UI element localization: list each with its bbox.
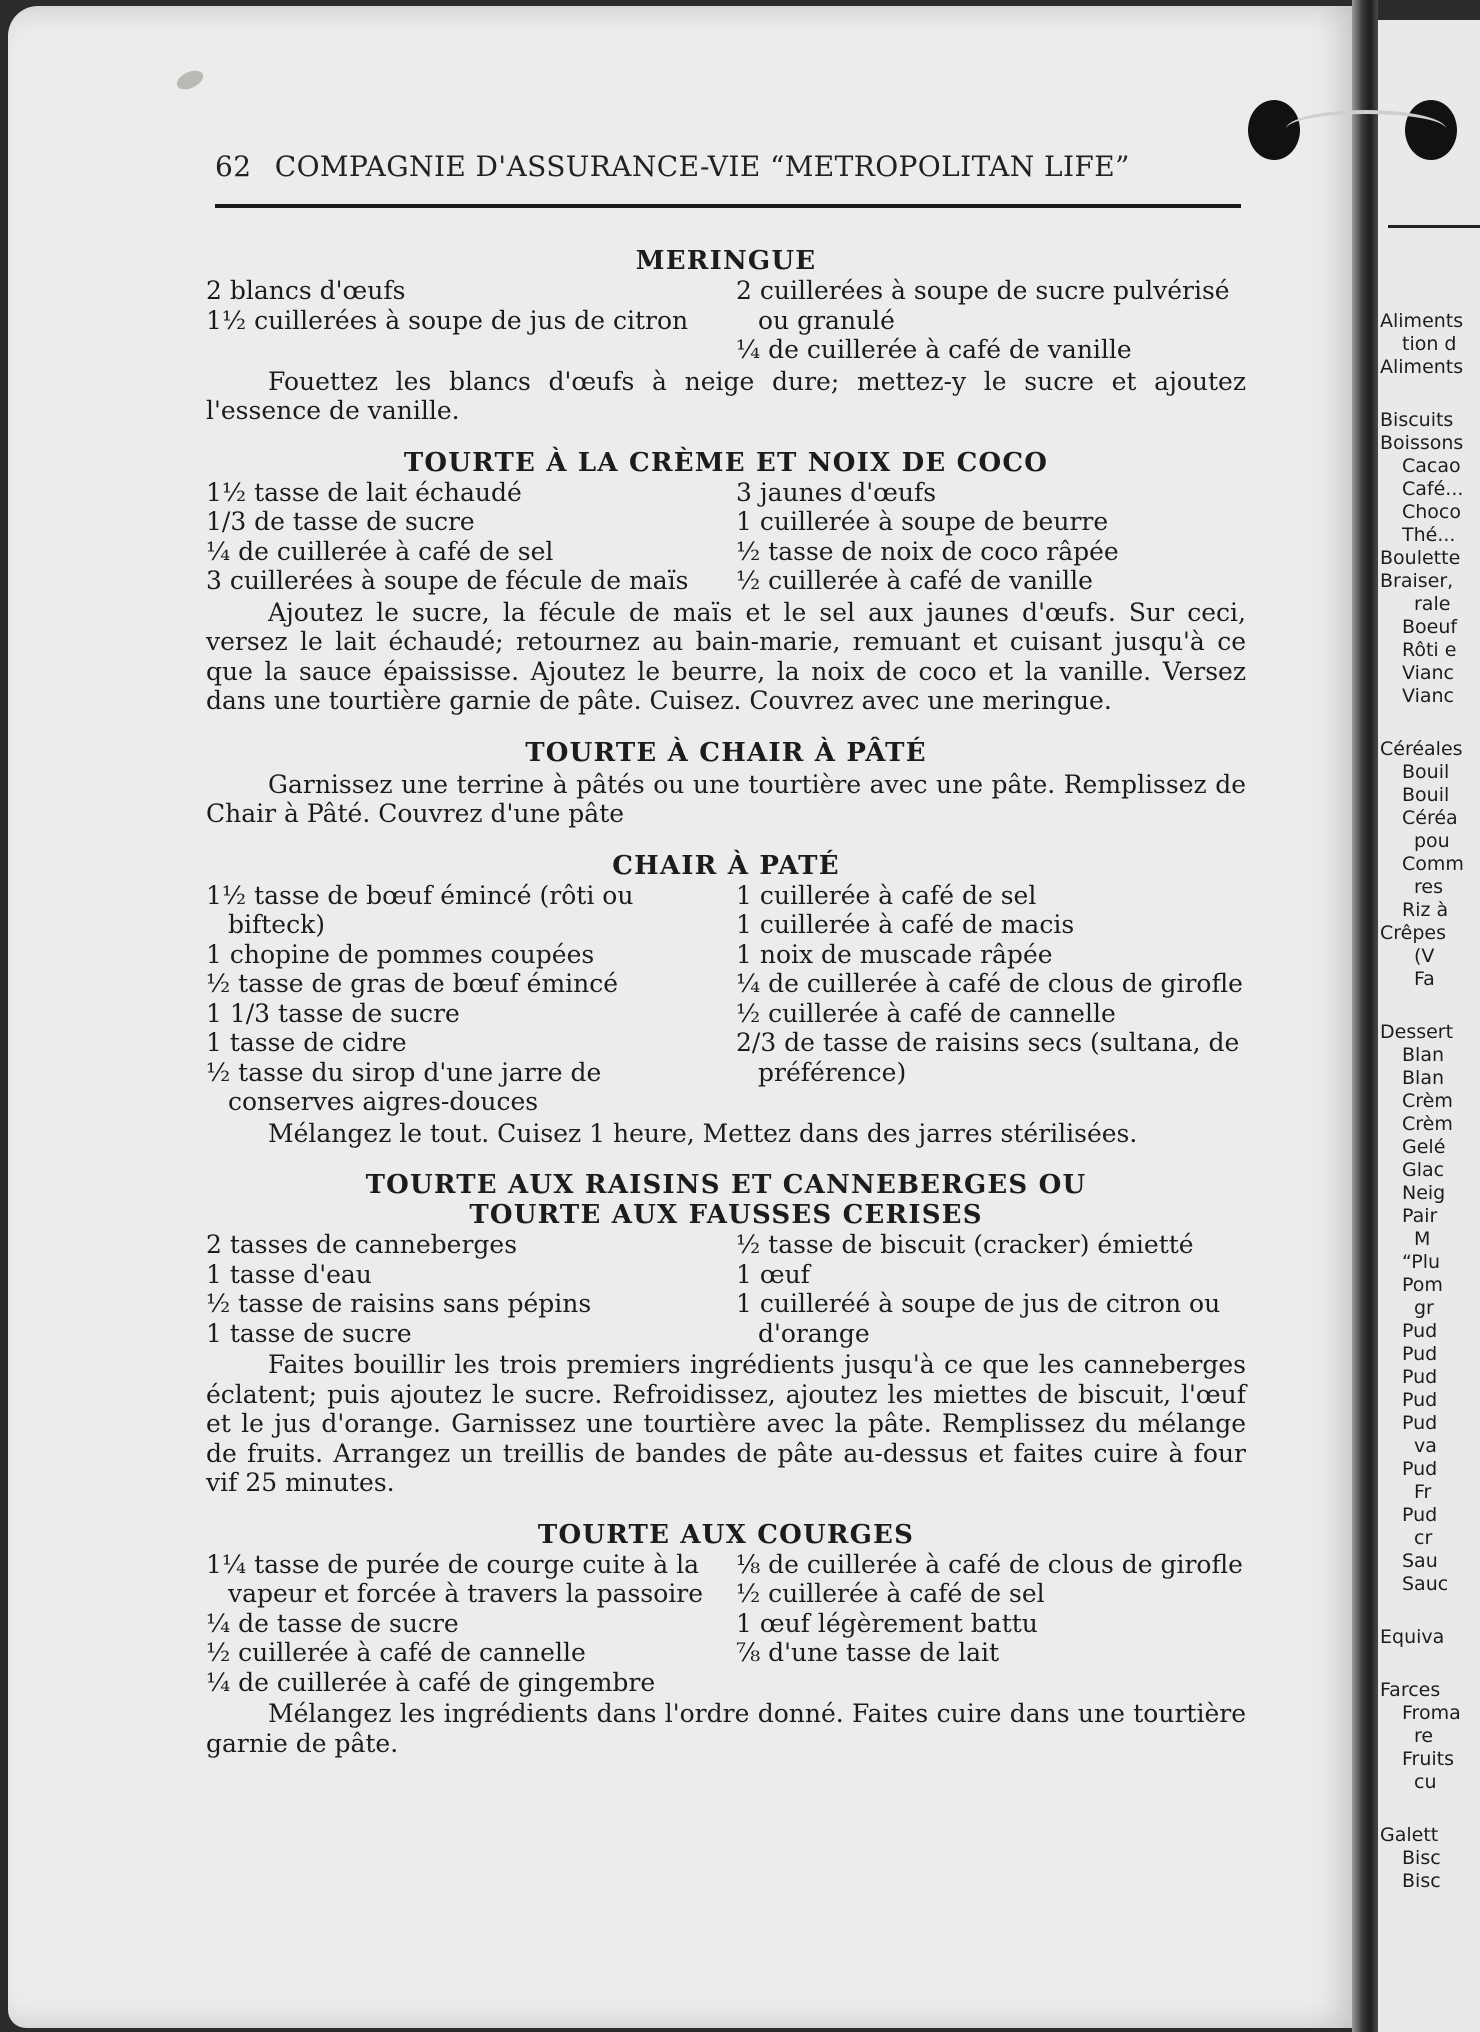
index-entry: Sau	[1402, 1550, 1438, 1572]
ingredient-item: 2 tasses de canneberges	[206, 1230, 518, 1259]
index-entry: Céréales	[1380, 738, 1463, 760]
ingredient-list	[206, 276, 1246, 365]
recipe-method: Faites bouillir les trois premiers ingrédients jusqu'à ce que les canneberges éclatent; puis ajoutez le sucre. Refroidissez, ajoutez les miettes de biscuit, l'œuf et le jus d'orange. Garnissez une tourtière avec la pâte. Remplissez du mélange de fruits. Arrangez un treillis de bandes de pâte au-dessus et faites cuire à four vif 25 minutes.	[206, 1350, 1246, 1497]
index-entry: Fr	[1414, 1481, 1432, 1503]
index-entry: Choco	[1402, 501, 1462, 523]
ingredient-item: 1 chopine de pommes coupées	[206, 939, 595, 969]
ingredients-right-column	[736, 1230, 1246, 1348]
ingredients-right-column	[736, 881, 1246, 1117]
ingredient-item: 1 cuillerée à café de sel	[736, 880, 1037, 910]
index-entry: “Plu	[1402, 1251, 1441, 1273]
index-entry: Fa	[1414, 968, 1435, 990]
ingredient-item: 3 cuillerées à soupe de fécule de maïs	[206, 566, 689, 595]
index-entry: Riz à	[1402, 899, 1449, 921]
index-entry: Pud	[1402, 1343, 1438, 1365]
index-entry: Glac	[1402, 1159, 1445, 1181]
index-entry: Pud	[1402, 1412, 1438, 1434]
ingredients-left-column	[206, 1230, 716, 1348]
ingredient-item: 2 blancs d'œufs	[206, 276, 406, 305]
ingredient-item: ½ tasse de gras de bœuf émincé	[206, 969, 619, 998]
index-entry: Thé...	[1402, 524, 1456, 546]
index-entry: Boulette	[1380, 547, 1461, 569]
ingredient-item: ½ tasse de noix de coco râpée	[736, 536, 1119, 566]
recipe-title: TOURTE AUX COURGES	[537, 1519, 915, 1550]
index-entry: M	[1414, 1228, 1431, 1250]
header-rule	[215, 204, 1241, 208]
ingredient-item: 1 noix de muscade râpée	[736, 939, 1053, 969]
recipe-title: TOURTE AUX RAISINS ET CANNEBERGES OU	[365, 1170, 1087, 1200]
ingredient-item: ¼ de cuillerée à café de gingembre	[206, 1667, 656, 1697]
ingredient-item: ¼ de cuillerée à café de sel	[206, 536, 554, 566]
recipe-title: TOURTE À CHAIR À PÂTÉ	[525, 737, 927, 768]
index-gap	[1380, 991, 1464, 1021]
recipe-title: TOURTE AUX FAUSSES CERISES	[469, 1200, 983, 1230]
index-entry: Fruits	[1402, 1748, 1455, 1770]
index-entry: Bisc	[1402, 1847, 1441, 1869]
index-entry: va	[1414, 1435, 1437, 1457]
index-entry: Bouil	[1402, 784, 1450, 806]
recipe-content	[206, 246, 1246, 1758]
index-entry: rale	[1414, 593, 1451, 615]
ingredient-item: 1 tasse de sucre	[206, 1318, 412, 1348]
index-entry: Pud	[1402, 1389, 1438, 1411]
ingredient-item: 1 œuf légèrement battu	[736, 1608, 1038, 1638]
ingredients-right-column	[736, 276, 1246, 365]
index-entry: Café...	[1402, 478, 1464, 500]
recipe-method: Mélangez les ingrédients dans l'ordre donné. Faites cuire dans une tourtière garnie de pâte.	[206, 1699, 1246, 1758]
recipe-method: Ajoutez le sucre, la fécule de maïs et le sel aux jaunes d'œufs. Sur ceci, versez le lait échaudé; retournez au bain-marie, remuant et cuisant jusqu'à ce que la sauce épaississe. Ajoutez le beurre, la noix de coco et la vanille. Versez dans une tourtière garnie de pâte. Cuisez. Couvrez avec une meringue.	[206, 597, 1246, 715]
index-entry: Céréa	[1402, 807, 1458, 829]
index-entry: Bouil	[1402, 761, 1450, 783]
ingredient-item: 2/3 de tasse de raisins secs (sultana, de préférence)	[736, 1028, 1240, 1087]
ingredient-item: ½ cuillerée à café de vanille	[736, 566, 1093, 595]
ingredient-list	[206, 478, 1246, 596]
index-entry: res	[1414, 876, 1443, 898]
ingredient-item: 1/3 de tasse de sucre	[206, 507, 475, 536]
index-entry: (V	[1414, 945, 1435, 967]
ingredient-item: ¼ de tasse de sucre	[206, 1608, 459, 1638]
running-title: COMPAGNIE D'ASSURANCE-VIE “METROPOLITAN LIFE”	[274, 150, 1130, 183]
right-page	[1378, 20, 1480, 2032]
binding-string	[1286, 110, 1446, 148]
ingredient-item: ½ cuillerée à café de cannelle	[206, 1638, 586, 1667]
ingredient-item: 1½ cuillerées à soupe de jus de citron	[206, 305, 689, 335]
ingredient-item: 1 cuillerée à café de macis	[736, 910, 1075, 939]
index-gap	[1380, 1794, 1464, 1824]
index-entry: Farces	[1380, 1679, 1441, 1701]
index-entry: re	[1414, 1725, 1434, 1747]
ingredient-item: 1 tasse de cidre	[206, 1028, 407, 1057]
page-number: 62	[215, 150, 252, 183]
index-entry: Bisc	[1402, 1870, 1441, 1892]
index-entry: Pom	[1402, 1274, 1443, 1296]
index-entry: Pud	[1402, 1320, 1438, 1342]
section-gap	[206, 1498, 1246, 1520]
index-entry: Crèm	[1402, 1113, 1453, 1135]
ingredient-item: 2 cuillerées à soupe de sucre pulvérisé ou granulé	[736, 276, 1230, 335]
index-entry: Vianc	[1402, 662, 1454, 684]
ingredient-item: 1¼ tasse de purée de courge cuite à la vapeur et forcée à travers la passoire	[206, 1549, 704, 1608]
index-entry: Neig	[1402, 1182, 1446, 1204]
recipe-title: MERINGUE	[635, 246, 817, 276]
ingredient-item: ½ tasse du sirop d'une jarre de conserves aigres-douces	[206, 1057, 602, 1116]
index-entry: pou	[1414, 830, 1450, 852]
book-gutter	[1352, 0, 1378, 2032]
index-entry: Gelé	[1402, 1136, 1446, 1158]
ingredient-item: ½ cuillerée à café de cannelle	[736, 998, 1116, 1028]
index-entry: Braiser,	[1380, 570, 1454, 592]
index-entry: Vianc	[1402, 685, 1454, 707]
ingredient-item: 3 jaunes d'œufs	[736, 477, 937, 507]
index-entry: Boeuf	[1402, 616, 1458, 638]
section-gap	[206, 716, 1246, 738]
ingredient-item: ¼ de cuillerée à café de vanille	[736, 335, 1132, 364]
recipe-section	[206, 716, 1246, 829]
index-entry: cr	[1414, 1527, 1433, 1549]
ingredient-item: ¼ de cuillerée à café de clous de girofle	[736, 969, 1243, 998]
index-entry: cu	[1414, 1771, 1437, 1793]
ingredient-item: ½ tasse de raisins sans pépins	[206, 1289, 592, 1318]
index-entry: Equiva	[1380, 1626, 1445, 1648]
index-gap	[1380, 1649, 1464, 1679]
ingredient-list	[206, 1550, 1246, 1698]
section-gap	[206, 1148, 1246, 1170]
index-entry: Rôti e	[1402, 639, 1457, 661]
section-gap	[206, 426, 1246, 448]
ingredients-right-column	[736, 478, 1246, 596]
index-entry: tion d	[1402, 333, 1457, 355]
recipe-section	[206, 829, 1246, 1149]
index-entry: Cacao	[1402, 455, 1461, 477]
index-entry: Galett	[1380, 1824, 1439, 1846]
index-entry: Blan	[1402, 1044, 1444, 1066]
right-page-index	[1380, 310, 1464, 1893]
ingredient-item: 1 cuilleréé à soupe de jus de citron ou d'orange	[736, 1289, 1221, 1348]
index-entry: Aliments	[1380, 356, 1464, 378]
right-page-rule	[1388, 225, 1480, 228]
index-entry: Pud	[1402, 1458, 1438, 1480]
section-gap	[206, 829, 1246, 851]
recipe-section	[206, 1148, 1246, 1498]
ingredient-item: 1 tasse d'eau	[206, 1259, 372, 1289]
ingredients-left-column	[206, 276, 716, 365]
ingredient-list	[206, 1230, 1246, 1348]
index-entry: Sauc	[1402, 1573, 1449, 1595]
recipe-method: Mélangez le tout. Cuisez 1 heure, Mettez dans des jarres stérilisées.	[268, 1118, 1138, 1148]
recipe-title: TOURTE À LA CRÈME ET NOIX DE COCO	[403, 447, 1049, 478]
page-header	[215, 150, 1241, 183]
ingredient-item: 1 1/3 tasse de sucre	[206, 998, 460, 1028]
index-entry: Froma	[1402, 1702, 1461, 1724]
recipe-section	[206, 246, 1246, 426]
ingredient-item: ⅛ de cuillerée à café de clous de girofle	[736, 1549, 1243, 1579]
index-entry: gr	[1414, 1297, 1434, 1319]
index-entry: Pair	[1402, 1205, 1438, 1227]
index-gap	[1380, 1596, 1464, 1626]
ingredient-item: 1 cuillerée à soupe de beurre	[736, 507, 1109, 536]
recipe-section	[206, 1498, 1246, 1759]
ingredient-item: 1½ tasse de lait échaudé	[206, 477, 522, 507]
ingredients-left-column	[206, 881, 716, 1117]
index-entry: Pud	[1402, 1504, 1438, 1526]
recipe-method: Fouettez les blancs d'œufs à neige dure; mettez-y le sucre et ajoutez l'essence de vanille.	[206, 366, 1246, 425]
index-entry: Blan	[1402, 1067, 1444, 1089]
index-gap	[1380, 708, 1464, 738]
index-entry: Biscuits	[1380, 409, 1454, 431]
ingredient-item: ½ cuillerée à café de sel	[736, 1579, 1045, 1608]
index-entry: Crèm	[1402, 1090, 1453, 1112]
index-entry: Boissons	[1380, 432, 1464, 454]
index-entry: Aliments	[1380, 310, 1464, 332]
ingredient-list	[206, 881, 1246, 1117]
ingredient-item: 1½ tasse de bœuf émincé (rôti ou bifteck)	[206, 880, 634, 939]
index-entry: Dessert	[1380, 1021, 1454, 1043]
recipe-section	[206, 426, 1246, 716]
ingredient-item: 1 œuf	[736, 1259, 810, 1289]
index-entry: Pud	[1402, 1366, 1438, 1388]
ingredients-right-column	[736, 1550, 1246, 1698]
ingredients-left-column	[206, 478, 716, 596]
index-gap	[1380, 379, 1464, 409]
index-entry: Crêpes	[1380, 922, 1446, 944]
index-entry: Comm	[1402, 853, 1464, 875]
ingredient-item: ⅞ d'une tasse de lait	[736, 1638, 1000, 1667]
ingredients-left-column	[206, 1550, 716, 1698]
recipe-method: Garnissez une terrine à pâtés ou une tourtière avec une pâte. Remplissez de Chair à Pâté. Couvrez d'une pâte	[206, 769, 1246, 828]
recipe-title: CHAIR À PATÉ	[612, 850, 840, 881]
ingredient-item: ½ tasse de biscuit (cracker) émietté	[736, 1230, 1194, 1259]
